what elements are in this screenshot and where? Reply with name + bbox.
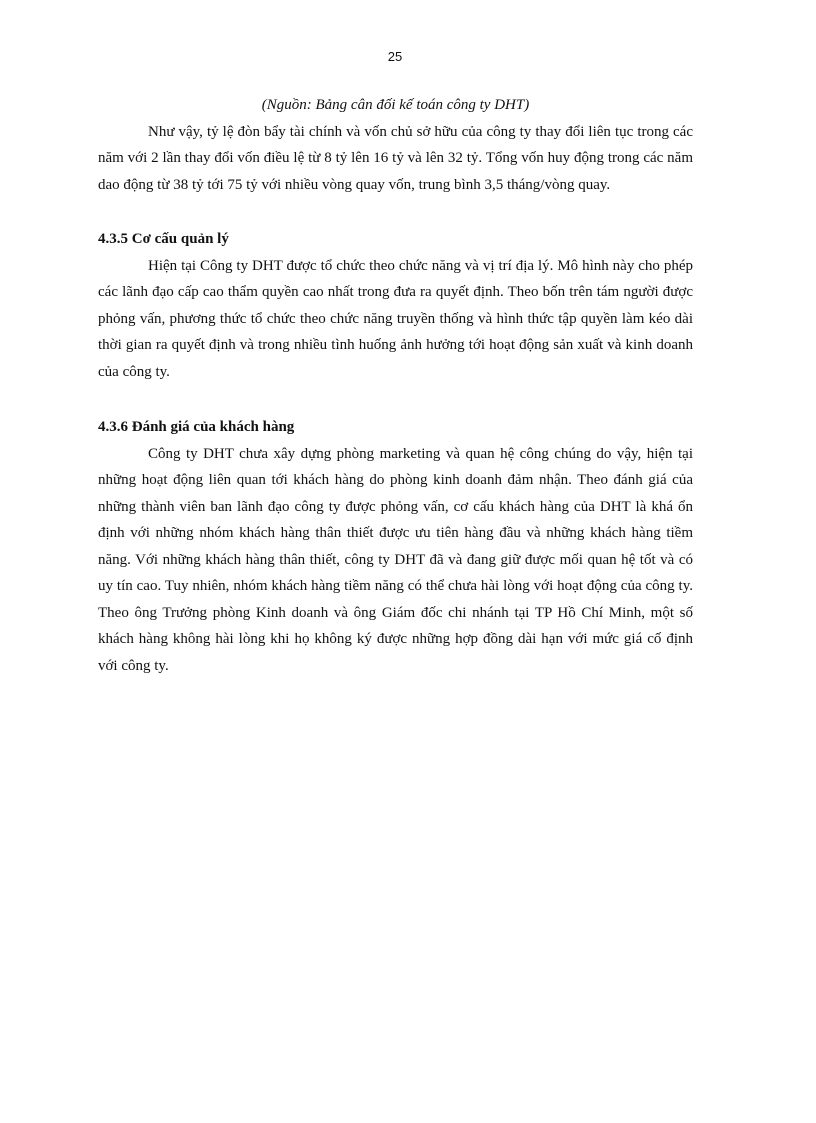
intro-paragraph: Như vậy, tỷ lệ đòn bẩy tài chính và vốn chủ sở hữu của công ty thay đổi liên tục trong các năm với 2 lần thay đổi vốn điều lệ từ 8 tỷ lên 16 tỷ và lên 32 tỷ. Tổng vốn huy động trong các năm dao động từ 38 tỷ tới 75 tỷ với nhiều vòng quay vốn, trung bình 3,5 tháng/vòng quay. (98, 123, 693, 193)
section-heading-customer-evaluation: 4.3.6 Đánh giá của khách hàng (98, 419, 295, 435)
table-source-note: (Nguồn: Bảng cân đối kế toán công ty DHT) (261, 97, 530, 113)
section-heading-management-structure: 4.3.5 Cơ cấu quản lý (98, 231, 229, 247)
page-content (98, 92, 693, 679)
page-number: 25 (387, 49, 403, 64)
section-paragraph-management-structure: Hiện tại Công ty DHT được tổ chức theo chức năng và vị trí địa lý. Mô hình này cho phép các lãnh đạo cấp cao thẩm quyền cao nhất trong đưa ra quyết định. Theo bốn trên tám người được phỏng vấn, phương thức tổ chức theo chức năng truyền thống và hình thức tập quyền làm kéo dài thời gian ra quyết định và trong nhiều tình huống ảnh hưởng tới hoạt động sản xuất và kinh doanh của công ty. (98, 257, 693, 380)
section-paragraph-customer-evaluation: Công ty DHT chưa xây dựng phòng marketing và quan hệ công chúng do vậy, hiện tại những hoạt động liên quan tới khách hàng do phòng kinh doanh đảm nhận. Theo đánh giá của những thành viên ban lãnh đạo công ty được phỏng vấn, cơ cấu khách hàng của DHT là khá ổn định với những nhóm khách hàng thân thiết được ưu tiên hàng đầu và những khách hàng tiềm năng. Với những khách hàng thân thiết, công ty DHT đã và đang giữ được mối quan hệ tốt và có uy tín cao. Tuy nhiên, nhóm khách hàng tiềm năng có thể chưa hài lòng với hoạt động của công ty. Theo ông Trưởng phòng Kinh doanh và ông Giám đốc chi nhánh tại TP Hồ Chí Minh, một số khách hàng không hài lòng khi họ không ký được những hợp đồng dài hạn với mức giá cố định với công ty. (98, 445, 693, 674)
